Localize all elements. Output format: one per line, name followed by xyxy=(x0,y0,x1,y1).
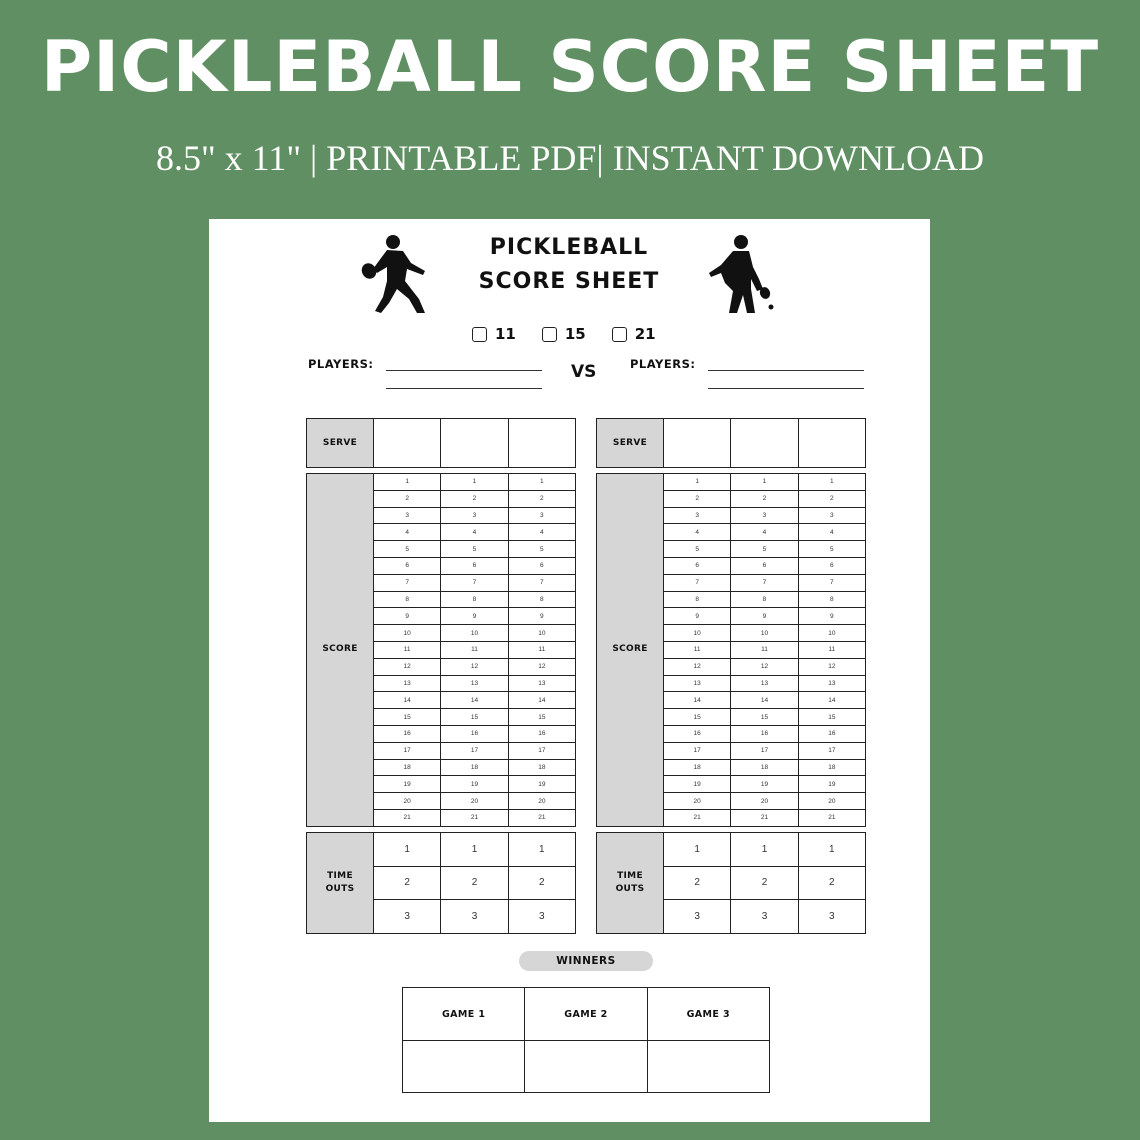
score-point-cell[interactable]: 7 xyxy=(664,574,731,591)
score-point-cell[interactable]: 1 xyxy=(374,474,441,491)
score-point-cell[interactable]: 15 xyxy=(441,709,508,726)
sheet-title xyxy=(449,231,689,299)
score-point-cell[interactable]: 17 xyxy=(731,742,798,759)
score-point-cell[interactable]: 6 xyxy=(508,557,575,574)
score-point-cell[interactable]: 1 xyxy=(441,474,508,491)
score-point-cell[interactable]: 16 xyxy=(508,725,575,742)
score-point-cell[interactable]: 7 xyxy=(798,574,865,591)
option-label: 11 xyxy=(495,325,516,343)
score-point-cell[interactable]: 1 xyxy=(664,474,731,491)
score-point-cell[interactable]: 5 xyxy=(508,541,575,558)
checkbox-15[interactable] xyxy=(542,327,557,342)
score-point-cell[interactable]: 9 xyxy=(664,608,731,625)
timeouts-label-line2: OUTS xyxy=(325,883,355,894)
score-point-cell[interactable]: 16 xyxy=(731,725,798,742)
score-point-cell[interactable]: 2 xyxy=(441,490,508,507)
score-point-cell[interactable]: 3 xyxy=(508,507,575,524)
timeout-cell[interactable]: 3 xyxy=(508,900,575,934)
score-point-cell[interactable]: 6 xyxy=(374,557,441,574)
score-point-cell[interactable]: 2 xyxy=(508,490,575,507)
score-point-cell[interactable]: 15 xyxy=(664,709,731,726)
timeout-cell[interactable]: 3 xyxy=(664,900,731,934)
timeout-cell[interactable]: 1 xyxy=(441,833,508,867)
score-point-cell[interactable]: 21 xyxy=(798,809,865,826)
score-point-cell[interactable]: 13 xyxy=(508,675,575,692)
score-point-cell[interactable]: 8 xyxy=(798,591,865,608)
score-point-cell[interactable]: 20 xyxy=(374,793,441,810)
score-point-cell[interactable]: 6 xyxy=(731,557,798,574)
timeouts-label-line1: TIME xyxy=(617,870,643,881)
score-point-cell[interactable]: 6 xyxy=(798,557,865,574)
score-point-cell[interactable]: 10 xyxy=(731,625,798,642)
serve-label: SERVE xyxy=(597,419,664,468)
score-point-cell[interactable]: 1 xyxy=(798,474,865,491)
score-point-cell[interactable]: 5 xyxy=(374,541,441,558)
score-point-cell[interactable]: 21 xyxy=(664,809,731,826)
score-table-left xyxy=(306,473,576,827)
timeout-cell[interactable]: 2 xyxy=(664,866,731,900)
vs-label: VS xyxy=(571,362,597,382)
score-point-cell[interactable]: 18 xyxy=(508,759,575,776)
timeouts-label xyxy=(597,833,664,934)
score-point-cell[interactable]: 19 xyxy=(441,776,508,793)
score-point-cell[interactable]: 8 xyxy=(731,591,798,608)
score-point-cell[interactable]: 19 xyxy=(731,776,798,793)
option-11[interactable] xyxy=(472,325,516,343)
pickleball-player-left-icon xyxy=(359,233,439,315)
score-point-cell[interactable]: 3 xyxy=(664,507,731,524)
banner-subtitle: 8.5" x 11" | PRINTABLE PDF| INSTANT DOWNLOAD xyxy=(155,138,985,178)
score-point-cell[interactable]: 14 xyxy=(664,692,731,709)
score-label: SCORE xyxy=(597,474,664,827)
score-point-cell[interactable]: 9 xyxy=(731,608,798,625)
game-2-winner-cell[interactable] xyxy=(525,1041,647,1093)
timeout-cell[interactable]: 3 xyxy=(374,900,441,934)
score-point-cell[interactable]: 13 xyxy=(798,675,865,692)
score-point-cell[interactable]: 17 xyxy=(441,742,508,759)
timeout-cell[interactable]: 2 xyxy=(798,866,865,900)
score-point-cell[interactable]: 15 xyxy=(508,709,575,726)
score-point-cell[interactable]: 7 xyxy=(374,574,441,591)
score-point-cell[interactable]: 18 xyxy=(731,759,798,776)
score-point-cell[interactable]: 8 xyxy=(374,591,441,608)
score-point-cell[interactable]: 18 xyxy=(374,759,441,776)
score-point-cell[interactable]: 9 xyxy=(508,608,575,625)
checkbox-21[interactable] xyxy=(612,327,627,342)
score-point-cell[interactable]: 8 xyxy=(664,591,731,608)
score-point-cell[interactable]: 12 xyxy=(508,658,575,675)
score-point-cell[interactable]: 3 xyxy=(441,507,508,524)
game-2-header: GAME 2 xyxy=(525,988,647,1041)
timeout-cell[interactable]: 1 xyxy=(508,833,575,867)
score-point-cell[interactable]: 21 xyxy=(374,809,441,826)
score-row xyxy=(597,474,866,491)
score-point-cell[interactable]: 11 xyxy=(731,641,798,658)
score-point-cell[interactable]: 12 xyxy=(731,658,798,675)
score-point-cell[interactable]: 15 xyxy=(798,709,865,726)
score-point-cell[interactable]: 2 xyxy=(374,490,441,507)
score-point-cell[interactable]: 5 xyxy=(731,541,798,558)
score-point-cell[interactable]: 12 xyxy=(441,658,508,675)
score-point-cell[interactable]: 17 xyxy=(374,742,441,759)
score-point-cell[interactable]: 1 xyxy=(731,474,798,491)
score-point-cell[interactable]: 18 xyxy=(798,759,865,776)
score-point-cell[interactable]: 20 xyxy=(731,793,798,810)
score-point-cell[interactable]: 4 xyxy=(508,524,575,541)
score-point-cell[interactable]: 5 xyxy=(664,541,731,558)
score-point-cell[interactable]: 6 xyxy=(441,557,508,574)
score-point-cell[interactable]: 13 xyxy=(664,675,731,692)
score-point-cell[interactable]: 10 xyxy=(441,625,508,642)
option-21[interactable] xyxy=(612,325,656,343)
score-point-cell[interactable]: 7 xyxy=(441,574,508,591)
timeout-cell[interactable]: 2 xyxy=(374,866,441,900)
players-line-right-1[interactable] xyxy=(708,370,864,371)
sheet-title-line1: PICKLEBALL xyxy=(489,235,649,260)
score-point-cell[interactable]: 10 xyxy=(664,625,731,642)
score-point-cell[interactable]: 20 xyxy=(441,793,508,810)
score-point-cell[interactable]: 6 xyxy=(664,557,731,574)
score-point-cell[interactable]: 12 xyxy=(664,658,731,675)
serve-label: SERVE xyxy=(307,419,374,468)
game-1-winner-cell[interactable] xyxy=(403,1041,525,1093)
score-point-cell[interactable]: 7 xyxy=(731,574,798,591)
score-point-cell[interactable]: 5 xyxy=(798,541,865,558)
serve-cell[interactable] xyxy=(798,419,865,468)
score-point-cell[interactable]: 19 xyxy=(508,776,575,793)
pickleball-player-right-icon xyxy=(699,233,779,315)
timeouts-label-line1: TIME xyxy=(327,870,353,881)
score-point-cell[interactable]: 21 xyxy=(508,809,575,826)
players-label-right: PLAYERS: xyxy=(630,357,696,371)
score-point-cell[interactable]: 11 xyxy=(798,641,865,658)
score-point-cell[interactable]: 3 xyxy=(374,507,441,524)
score-point-cell[interactable]: 14 xyxy=(441,692,508,709)
score-point-cell[interactable]: 4 xyxy=(731,524,798,541)
timeout-cell[interactable]: 1 xyxy=(731,833,798,867)
score-point-cell[interactable]: 14 xyxy=(798,692,865,709)
serve-table-left xyxy=(306,418,576,468)
score-point-cell[interactable]: 13 xyxy=(441,675,508,692)
score-point-cell[interactable]: 14 xyxy=(731,692,798,709)
game-options xyxy=(472,325,656,343)
score-point-cell[interactable]: 19 xyxy=(798,776,865,793)
timeouts-label-line2: OUTS xyxy=(615,883,645,894)
score-point-cell[interactable]: 16 xyxy=(441,725,508,742)
score-point-cell[interactable]: 15 xyxy=(731,709,798,726)
score-point-cell[interactable]: 17 xyxy=(664,742,731,759)
players-label-left: PLAYERS: xyxy=(308,357,374,371)
score-point-cell[interactable]: 17 xyxy=(508,742,575,759)
score-point-cell[interactable]: 3 xyxy=(731,507,798,524)
score-point-cell[interactable]: 17 xyxy=(798,742,865,759)
score-point-cell[interactable]: 2 xyxy=(664,490,731,507)
score-point-cell[interactable]: 13 xyxy=(374,675,441,692)
score-point-cell[interactable]: 20 xyxy=(508,793,575,810)
winners-label: WINNERS xyxy=(519,951,653,971)
timeout-row xyxy=(307,833,576,867)
score-point-cell[interactable]: 12 xyxy=(374,658,441,675)
score-point-cell[interactable]: 12 xyxy=(798,658,865,675)
option-15[interactable] xyxy=(542,325,586,343)
timeouts-label xyxy=(307,833,374,934)
players-line-left-2[interactable] xyxy=(386,388,542,389)
score-point-cell[interactable]: 4 xyxy=(798,524,865,541)
sheet-title-line2: SCORE SHEET xyxy=(478,269,660,294)
banner-title: PICKLEBALL SCORE SHEET xyxy=(40,26,1100,108)
score-point-cell[interactable]: 13 xyxy=(731,675,798,692)
winners-table xyxy=(402,987,770,1093)
timeouts-table-right xyxy=(596,832,866,934)
timeouts-table-left xyxy=(306,832,576,934)
serve-table-right xyxy=(596,418,866,468)
score-point-cell[interactable]: 11 xyxy=(508,641,575,658)
timeout-cell[interactable]: 1 xyxy=(374,833,441,867)
option-label: 15 xyxy=(564,325,586,343)
score-point-cell[interactable]: 11 xyxy=(374,641,441,658)
timeout-cell[interactable]: 1 xyxy=(798,833,865,867)
game-3-winner-cell[interactable] xyxy=(647,1041,769,1093)
serve-cell[interactable] xyxy=(664,419,731,468)
score-point-cell[interactable]: 15 xyxy=(374,709,441,726)
score-point-cell[interactable]: 4 xyxy=(664,524,731,541)
timeout-cell[interactable]: 3 xyxy=(441,900,508,934)
score-table-right xyxy=(596,473,866,827)
score-point-cell[interactable]: 10 xyxy=(798,625,865,642)
score-point-cell[interactable]: 11 xyxy=(441,641,508,658)
timeout-cell[interactable]: 2 xyxy=(731,866,798,900)
score-point-cell[interactable]: 8 xyxy=(508,591,575,608)
game-3-header: GAME 3 xyxy=(647,988,769,1041)
score-point-cell[interactable]: 19 xyxy=(374,776,441,793)
score-point-cell[interactable]: 21 xyxy=(441,809,508,826)
score-point-cell[interactable]: 20 xyxy=(664,793,731,810)
score-point-cell[interactable]: 16 xyxy=(664,725,731,742)
timeout-cell[interactable]: 2 xyxy=(441,866,508,900)
score-point-cell[interactable]: 9 xyxy=(374,608,441,625)
timeout-row xyxy=(597,833,866,867)
score-point-cell[interactable]: 3 xyxy=(798,507,865,524)
checkbox-11[interactable] xyxy=(472,327,487,342)
score-point-cell[interactable]: 9 xyxy=(798,608,865,625)
score-point-cell[interactable]: 11 xyxy=(664,641,731,658)
score-point-cell[interactable]: 2 xyxy=(731,490,798,507)
score-point-cell[interactable]: 4 xyxy=(374,524,441,541)
score-point-cell[interactable]: 21 xyxy=(731,809,798,826)
score-point-cell[interactable]: 19 xyxy=(664,776,731,793)
option-label: 21 xyxy=(634,325,656,343)
score-sheet-page xyxy=(209,219,930,1122)
score-point-cell[interactable]: 2 xyxy=(798,490,865,507)
score-row xyxy=(307,474,576,491)
score-point-cell[interactable]: 16 xyxy=(798,725,865,742)
serve-cell[interactable] xyxy=(374,419,441,468)
score-point-cell[interactable]: 8 xyxy=(441,591,508,608)
timeout-cell[interactable]: 2 xyxy=(508,866,575,900)
score-point-cell[interactable]: 14 xyxy=(374,692,441,709)
score-point-cell[interactable]: 10 xyxy=(508,625,575,642)
score-point-cell[interactable]: 10 xyxy=(374,625,441,642)
score-point-cell[interactable]: 18 xyxy=(664,759,731,776)
score-point-cell[interactable]: 5 xyxy=(441,541,508,558)
score-point-cell[interactable]: 7 xyxy=(508,574,575,591)
game-1-header: GAME 1 xyxy=(403,988,525,1041)
score-point-cell[interactable]: 16 xyxy=(374,725,441,742)
score-point-cell[interactable]: 1 xyxy=(508,474,575,491)
players-line-left-1[interactable] xyxy=(386,370,542,371)
serve-cell[interactable] xyxy=(441,419,508,468)
score-point-cell[interactable]: 4 xyxy=(441,524,508,541)
score-label: SCORE xyxy=(307,474,374,827)
score-point-cell[interactable]: 18 xyxy=(441,759,508,776)
timeout-cell[interactable]: 1 xyxy=(664,833,731,867)
players-line-right-2[interactable] xyxy=(708,388,864,389)
timeout-cell[interactable]: 3 xyxy=(731,900,798,934)
score-point-cell[interactable]: 14 xyxy=(508,692,575,709)
score-point-cell[interactable]: 20 xyxy=(798,793,865,810)
serve-cell[interactable] xyxy=(731,419,798,468)
timeout-cell[interactable]: 3 xyxy=(798,900,865,934)
serve-cell[interactable] xyxy=(508,419,575,468)
score-point-cell[interactable]: 9 xyxy=(441,608,508,625)
